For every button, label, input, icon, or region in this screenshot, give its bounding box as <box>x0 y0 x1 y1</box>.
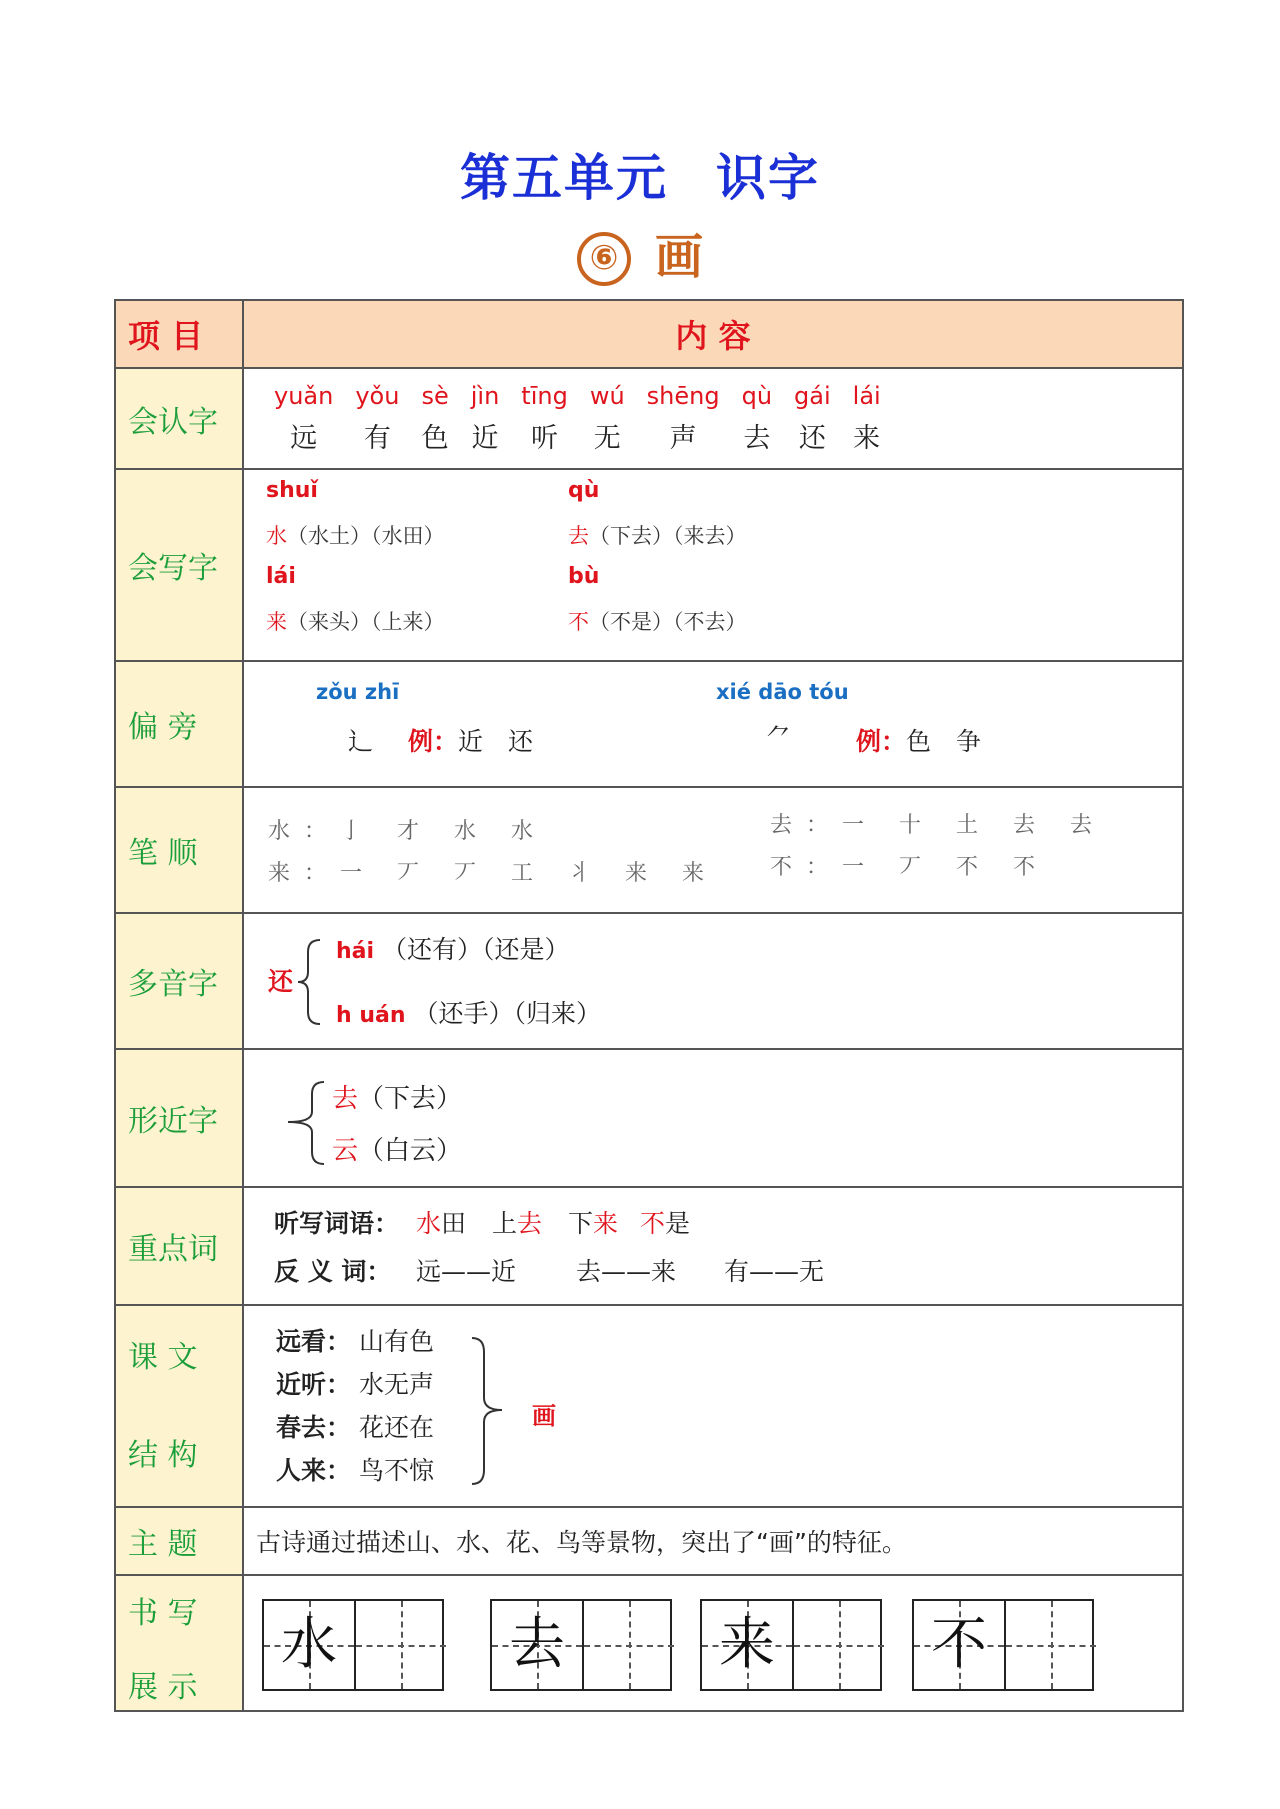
table-header-row <box>115 300 1183 368</box>
pinyin: gái <box>794 382 831 410</box>
pinyin: sè <box>421 382 449 410</box>
label-structure <box>115 1305 243 1507</box>
hanzi: 去 <box>568 524 589 548</box>
label-stroke-order: 笔 顺 <box>115 787 243 913</box>
char-cell <box>521 382 568 455</box>
hanzi: 去 <box>743 423 771 454</box>
char-cell <box>471 382 500 455</box>
model-char: 来 <box>719 1612 775 1677</box>
structure-content <box>244 1306 1182 1506</box>
brace-icon <box>296 938 324 1026</box>
hanzi: 来 <box>266 610 287 634</box>
lesson-title <box>0 218 1280 287</box>
pinyin: yǒu <box>355 382 400 410</box>
hanzi: 云 <box>332 1136 359 1166</box>
pinyin: lái <box>852 382 881 410</box>
word-list: （下去） <box>358 1084 463 1114</box>
hanzi: 无 <box>593 423 621 454</box>
pinyin: tīng <box>521 382 568 410</box>
structure-summary: 画 <box>532 1402 556 1430</box>
stroke-sequence: 来：一 丆 丆 工 丬 来 来 <box>268 861 718 886</box>
dictation-word: 不是 <box>640 1209 691 1238</box>
writing-grid <box>700 1599 882 1691</box>
stroke-sequence: 不：一 丆 不 不 <box>770 855 1049 880</box>
hanzi: 不 <box>568 610 589 634</box>
pinyin: hái <box>336 939 375 964</box>
row-theme <box>115 1507 1183 1575</box>
lesson-table <box>114 299 1184 1712</box>
examples: 近 还 <box>458 727 534 756</box>
dictation-word: 上去 <box>492 1209 543 1238</box>
practice-cell <box>792 1601 884 1689</box>
label-similar: 形近字 <box>115 1049 243 1187</box>
dictation-label: 听写词语： <box>274 1209 400 1238</box>
model-char: 水 <box>281 1612 337 1677</box>
writing-grid <box>262 1599 444 1691</box>
label-writing <box>115 1575 243 1711</box>
pinyin: shuǐ <box>266 478 318 503</box>
word-list: （不是）（不去） <box>589 610 747 634</box>
practice-cell <box>1004 1601 1096 1689</box>
practice-cell <box>582 1601 674 1689</box>
brace-icon <box>470 1336 506 1486</box>
row-recognize <box>115 368 1183 469</box>
line-value: 鸟不惊 <box>358 1456 434 1485</box>
char-cell <box>742 382 772 455</box>
char-cell <box>590 382 625 455</box>
pinyin: xié dāo tóu <box>716 680 849 704</box>
hanzi: 声 <box>669 423 697 454</box>
examples: 色 争 <box>906 727 982 756</box>
line-value: 山有色 <box>358 1327 434 1356</box>
hanzi: 还 <box>798 423 826 454</box>
model-char: 不 <box>931 1612 987 1677</box>
label-radicals: 偏 旁 <box>115 661 243 787</box>
line-key: 近听： <box>276 1370 352 1399</box>
brace-icon <box>284 1080 328 1166</box>
row-stroke-order <box>115 787 1183 913</box>
label-writing-top: 书 写 <box>128 1596 198 1631</box>
label-write: 会写字 <box>115 469 243 661</box>
polyphone-content <box>244 914 1182 1048</box>
key-words-content <box>244 1188 1182 1304</box>
dictation-word: 水田 <box>416 1209 467 1238</box>
pinyin: bù <box>568 564 600 589</box>
hanzi: 色 <box>421 423 449 454</box>
unit-label: 第五单元 <box>460 149 668 207</box>
writing-grids <box>244 1576 1182 1710</box>
row-write <box>115 469 1183 661</box>
pinyin: shēng <box>646 382 720 410</box>
word-list: （来头）（上来） <box>287 610 445 634</box>
pinyin: lái <box>266 564 296 589</box>
char-cell <box>794 382 831 455</box>
hanzi: 远 <box>290 423 318 454</box>
recognize-chars <box>244 382 1182 455</box>
similar-content <box>244 1050 1182 1186</box>
lesson-name: 画 <box>654 229 703 285</box>
label-theme: 主 题 <box>115 1507 243 1575</box>
row-polyphone <box>115 913 1183 1049</box>
stroke-sequence: 水：亅 才 水 水 <box>268 819 547 844</box>
antonym-pair: 去——来 <box>576 1257 677 1286</box>
pinyin: yuǎn <box>274 382 334 410</box>
char-cell <box>853 382 881 455</box>
lesson-number: ⑥ <box>577 232 631 286</box>
line-value: 花还在 <box>358 1413 434 1442</box>
row-key-words <box>115 1187 1183 1305</box>
theme-text: 古诗通过描述山、水、花、鸟等景物，突出了“画”的特征。 <box>243 1507 1183 1575</box>
line-key: 人来： <box>276 1456 352 1485</box>
polyphone-char: 还 <box>268 967 294 996</box>
label-writing-bottom: 展 示 <box>128 1670 198 1705</box>
pinyin: zǒu zhī <box>316 680 400 704</box>
stroke-order-content <box>244 788 1182 912</box>
char-cell <box>421 382 448 455</box>
dictation-word: 下来 <box>568 1209 619 1238</box>
model-char: 去 <box>509 1612 565 1677</box>
antonym-label: 反 义 词： <box>274 1257 392 1286</box>
section-label: 识字 <box>716 149 820 207</box>
char-cell <box>355 382 399 455</box>
radical-glyph: 辶 <box>348 727 374 756</box>
row-structure <box>115 1305 1183 1507</box>
hanzi: 去 <box>332 1084 359 1114</box>
label-recognize: 会认字 <box>115 368 243 469</box>
radicals-content <box>244 662 1182 786</box>
antonym-pair: 有——无 <box>724 1257 825 1286</box>
pinyin: jìn <box>470 382 500 410</box>
hanzi: 水 <box>266 524 287 548</box>
unit-title <box>0 138 1280 210</box>
hanzi: 有 <box>363 423 391 454</box>
pinyin: wú <box>589 382 625 410</box>
word-list: （还手）（归来） <box>413 999 601 1028</box>
practice-cell <box>354 1601 446 1689</box>
pinyin: qù <box>741 382 773 410</box>
label-key-words: 重点词 <box>115 1187 243 1305</box>
header-item: 项 目 <box>115 300 243 368</box>
hanzi: 听 <box>531 423 559 454</box>
char-cell <box>274 382 333 455</box>
pinyin: qù <box>568 478 600 503</box>
row-writing <box>115 1575 1183 1711</box>
radical-glyph: ⺈ <box>766 723 792 752</box>
hanzi: 近 <box>471 423 499 454</box>
row-similar <box>115 1049 1183 1187</box>
line-key: 远看： <box>276 1327 352 1356</box>
write-chars <box>244 470 1182 660</box>
label-polyphone: 多音字 <box>115 913 243 1049</box>
label-structure-bottom: 结 构 <box>128 1438 198 1473</box>
example-label: 例： <box>856 727 907 756</box>
writing-grid <box>490 1599 672 1691</box>
antonym-pair: 远——近 <box>416 1257 517 1286</box>
word-list: （白云） <box>358 1136 463 1166</box>
word-list: （还有）（还是） <box>382 935 570 964</box>
word-list: （水土）（水田） <box>287 524 445 548</box>
pinyin: h uán <box>336 1003 406 1028</box>
example-label: 例： <box>408 727 459 756</box>
header-content: 内 容 <box>243 300 1183 368</box>
line-key: 春去： <box>276 1413 352 1442</box>
word-list: （下去）（来去） <box>589 524 747 548</box>
label-structure-top: 课 文 <box>128 1340 198 1375</box>
writing-grid <box>912 1599 1094 1691</box>
char-cell <box>647 382 720 455</box>
hanzi: 来 <box>853 423 881 454</box>
stroke-sequence: 去：一 十 土 去 去 <box>770 813 1106 838</box>
row-radicals <box>115 661 1183 787</box>
line-value: 水无声 <box>358 1370 434 1399</box>
